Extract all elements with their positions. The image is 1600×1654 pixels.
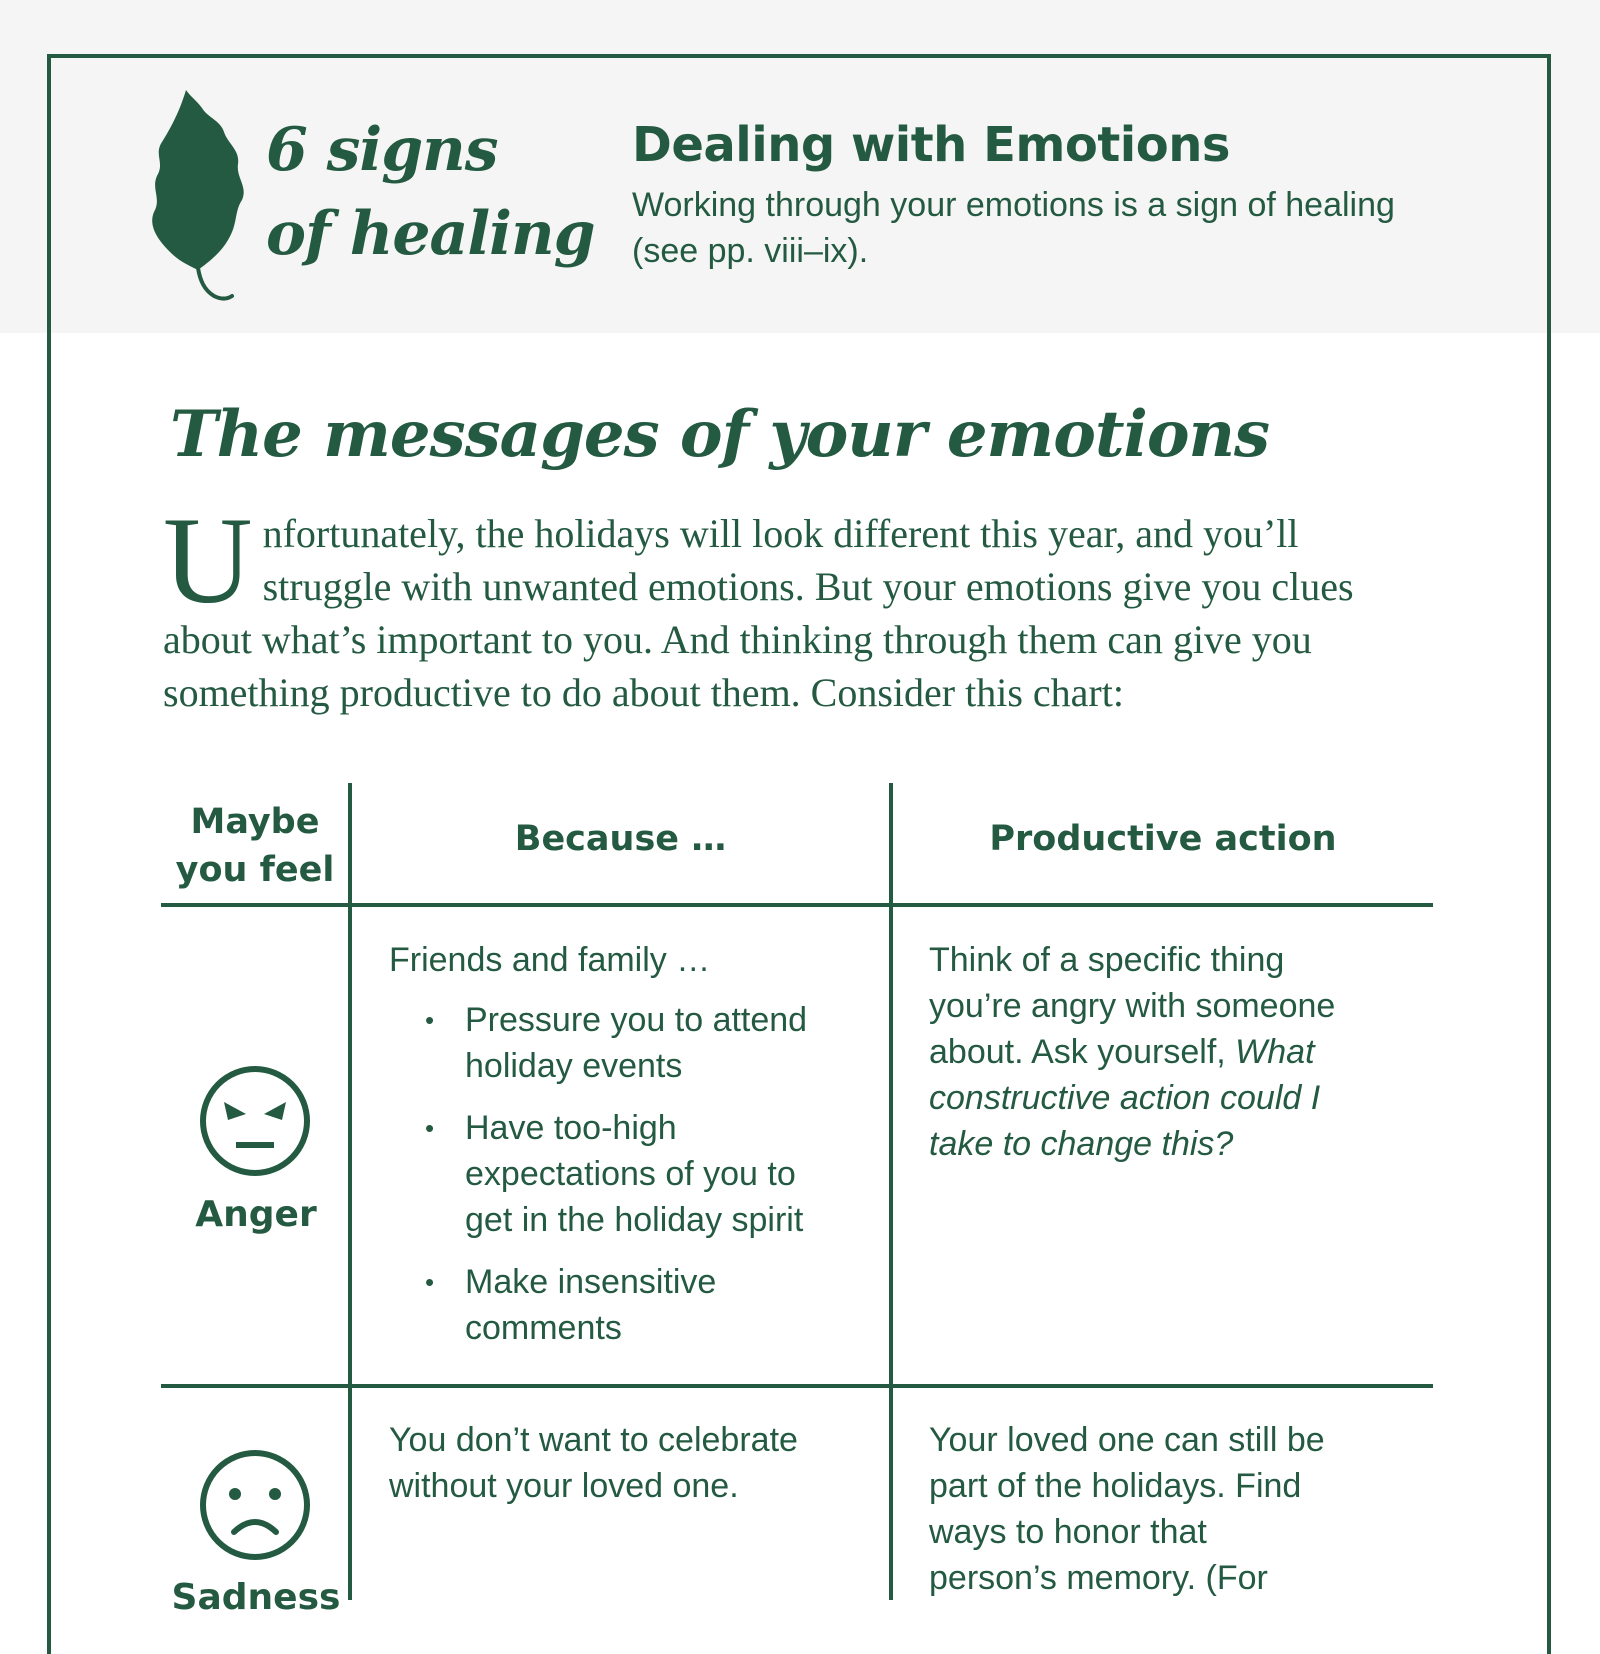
because-intro: Friends and family … [389,941,711,979]
table-header-rule [161,903,1433,907]
column-header-feel-line1: Maybe [190,802,320,842]
action-question: What constructive action could I take to change this? [929,1033,1321,1163]
column-header-because: Because … [514,819,727,859]
column-header-action: Productive action [989,819,1337,859]
emotion-label-sadness: Sadness [171,1577,341,1618]
article-title: The messages of your emotions [170,397,1270,472]
table-row-rule [161,1384,1433,1388]
because-list [389,997,849,1351]
logo-line-1: 6 signs [266,115,498,185]
logo-text [266,108,596,276]
action-text: Think of a specific thing you’re angry with someone about. Ask yourself, [929,941,1336,1071]
angry-face-icon [198,1064,312,1178]
because-text: You don’t want to celebrate without your loved one. [389,1421,798,1505]
leaf-icon [150,90,246,302]
list-item: • Have too-high expectations of you to get in the holiday spirit [389,1105,849,1243]
logo-line-2: of healing [266,199,595,269]
action-cell-sadness [929,1417,1329,1601]
column-header-feel-line2: you feel [175,850,335,890]
header-subtitle: Working through your emotions is a sign of healing (see pp. viii–ix). [632,186,1395,270]
list-item: • Make insensitive comments [389,1259,849,1351]
action-cell-anger [929,937,1379,1167]
because-cell-sadness [389,1417,849,1509]
sad-face-icon [198,1448,312,1562]
action-text: Your loved one can still be part of the holidays. Find ways to honor that person’s memory. (For [929,1421,1325,1597]
list-item: • Pressure you to attend holiday events [389,997,849,1089]
emotion-label-anger: Anger [195,1194,317,1235]
drop-cap: U [163,492,253,629]
header-title: Dealing with Emotions [632,117,1230,173]
intro-text: nfortunately, the holidays will look different this year, and you’ll struggle with unwanted emotions. But your emotions give you clues about what’s important to you. And thinking through them can give you something productive to do about them. Consider this chart: [163,511,1354,715]
column-header-feel [161,798,349,894]
because-cell-anger [389,937,849,1367]
intro-paragraph [163,492,1413,719]
